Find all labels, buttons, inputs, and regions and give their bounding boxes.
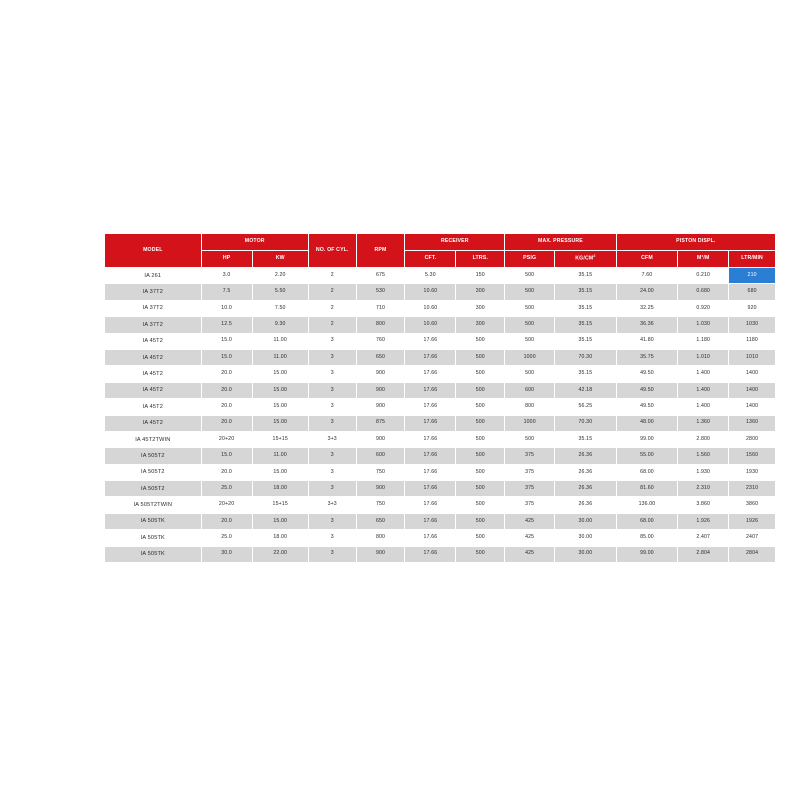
table-cell[interactable]: 0.210 [678,268,729,284]
table-row[interactable] [105,546,776,562]
table-row[interactable] [105,333,776,349]
table-cell[interactable]: 17.66 [405,382,456,398]
table-cell[interactable]: 3 [308,382,356,398]
table-cell[interactable]: 5.30 [405,268,456,284]
table-cell[interactable]: 675 [356,268,405,284]
table-cell[interactable]: 35.15 [555,366,617,382]
table-cell[interactable]: 500 [456,399,505,415]
table-cell[interactable]: 2 [308,268,356,284]
table-cell[interactable]: 500 [505,333,555,349]
table-row[interactable] [105,530,776,546]
table-cell[interactable]: 3.0 [201,268,252,284]
table-cell[interactable]: 15.00 [252,513,308,529]
table-cell[interactable]: 3860 [729,497,776,513]
table-cell[interactable]: 1180 [729,333,776,349]
table-cell[interactable]: 800 [356,530,405,546]
table-cell[interactable]: 3.860 [678,497,729,513]
table-cell[interactable]: 17.66 [405,415,456,431]
table-cell[interactable]: IA 45T2 [105,382,202,398]
table-cell[interactable]: 24.00 [616,284,678,300]
header-cft: CFT. [405,251,456,268]
table-cell[interactable]: 26.36 [555,497,617,513]
table-cell[interactable]: 500 [456,333,505,349]
table-cell[interactable]: 11.00 [252,349,308,365]
table-cell[interactable]: 15.00 [252,415,308,431]
table-cell[interactable]: 35.15 [555,317,617,333]
table-cell[interactable]: 20.0 [201,464,252,480]
table-cell[interactable]: 17.66 [405,448,456,464]
table-cell[interactable]: 2 [308,300,356,316]
table-cell[interactable]: 1.030 [678,317,729,333]
table-cell[interactable]: IA 45T2 [105,349,202,365]
table-cell[interactable]: 500 [456,464,505,480]
table-cell[interactable]: 650 [356,513,405,529]
table-cell[interactable]: 17.66 [405,366,456,382]
table-cell[interactable]: 10.60 [405,317,456,333]
table-cell[interactable]: IA 505TK [105,546,202,562]
table-cell[interactable]: 750 [356,497,405,513]
table-cell[interactable]: 32.25 [616,300,678,316]
table-row[interactable] [105,448,776,464]
specification-table [104,233,776,563]
table-cell[interactable]: 17.66 [405,513,456,529]
table-cell[interactable]: 1.360 [678,415,729,431]
table-cell[interactable]: 900 [356,382,405,398]
table-cell[interactable]: 2310 [729,481,776,497]
table-cell[interactable]: 17.66 [405,481,456,497]
table-cell[interactable]: IA 37T2 [105,300,202,316]
table-cell[interactable]: 500 [456,530,505,546]
table-cell[interactable]: 1926 [729,513,776,529]
table-cell[interactable]: 3 [308,415,356,431]
header-max-pressure: MAX. PRESSURE [505,234,616,251]
table-cell[interactable]: 500 [505,284,555,300]
table-cell[interactable]: 3 [308,464,356,480]
table-cell[interactable]: 1.926 [678,513,729,529]
table-cell[interactable]: 2804 [729,546,776,562]
table-cell[interactable]: 42.18 [555,382,617,398]
table-cell[interactable]: IA 505TK [105,530,202,546]
table-cell[interactable]: 35.75 [616,349,678,365]
table-cell[interactable]: 1400 [729,399,776,415]
table-cell-selected[interactable]: 210 [729,268,776,284]
header-m3m: M³/M [678,251,729,268]
table-cell[interactable]: 81.60 [616,481,678,497]
table-cell[interactable]: 500 [456,497,505,513]
table-cell[interactable]: 500 [456,431,505,447]
table-cell[interactable]: 875 [356,415,405,431]
table-cell[interactable]: IA 45T2 [105,415,202,431]
table-cell[interactable]: 500 [505,300,555,316]
table-row[interactable] [105,497,776,513]
header-model: MODEL [105,234,202,268]
table-cell[interactable]: 15.00 [252,366,308,382]
table-cell[interactable]: 99.00 [616,431,678,447]
table-cell[interactable]: 20.0 [201,513,252,529]
table-cell[interactable]: 30.00 [555,546,617,562]
table-cell[interactable]: 10.0 [201,300,252,316]
table-cell[interactable]: 56.25 [555,399,617,415]
table-cell[interactable]: 900 [356,366,405,382]
table-cell[interactable]: 35.15 [555,431,617,447]
table-row[interactable] [105,300,776,316]
table-row[interactable] [105,349,776,365]
table-cell[interactable]: 26.36 [555,448,617,464]
table-row[interactable] [105,382,776,398]
table-cell[interactable]: 35.15 [555,333,617,349]
table-cell[interactable]: 7.50 [252,300,308,316]
table-row[interactable] [105,431,776,447]
table-cell[interactable]: 300 [456,317,505,333]
table-cell[interactable]: 1560 [729,448,776,464]
table-cell[interactable]: 17.66 [405,399,456,415]
header-psig: PSIG [505,251,555,268]
table-cell[interactable]: 1.010 [678,349,729,365]
table-cell[interactable]: 1030 [729,317,776,333]
table-cell[interactable]: 500 [456,382,505,398]
table-cell[interactable]: 750 [356,464,405,480]
table-cell[interactable]: 15+15 [252,431,308,447]
table-cell[interactable]: 2 [308,284,356,300]
table-cell[interactable]: 25.0 [201,481,252,497]
table-header-row-groups [105,234,776,251]
table-cell[interactable]: 35.15 [555,284,617,300]
table-cell[interactable]: 760 [356,333,405,349]
table-cell[interactable]: IA 505T2TWIN [105,497,202,513]
table-cell[interactable]: 800 [356,317,405,333]
specification-table-container [104,233,776,563]
table-row[interactable] [105,415,776,431]
table-cell[interactable]: 3 [308,333,356,349]
table-cell[interactable]: 425 [505,530,555,546]
table-cell[interactable]: 3 [308,366,356,382]
table-cell[interactable]: IA 261 [105,268,202,284]
table-cell[interactable]: IA 505TK [105,513,202,529]
table-cell[interactable]: 10.60 [405,284,456,300]
table-cell[interactable]: IA 45T2 [105,399,202,415]
table-cell[interactable]: 1400 [729,366,776,382]
header-kgcm2-superscript: 2 [593,254,596,259]
table-cell[interactable]: 3 [308,481,356,497]
table-cell[interactable]: 500 [456,448,505,464]
table-cell[interactable]: 18.00 [252,530,308,546]
table-cell[interactable]: 68.00 [616,513,678,529]
table-cell[interactable]: 36.36 [616,317,678,333]
table-row[interactable] [105,268,776,284]
table-cell[interactable]: 3 [308,349,356,365]
table-cell[interactable]: 15.00 [252,382,308,398]
table-cell[interactable]: 15.00 [252,399,308,415]
table-cell[interactable]: 500 [456,366,505,382]
table-cell[interactable]: 68.00 [616,464,678,480]
table-row[interactable] [105,317,776,333]
table-cell[interactable]: 2.407 [678,530,729,546]
table-cell[interactable]: 30.00 [555,513,617,529]
table-cell[interactable]: 680 [729,284,776,300]
table-cell[interactable]: 49.50 [616,366,678,382]
table-cell[interactable]: 26.36 [555,481,617,497]
table-cell[interactable]: 1.560 [678,448,729,464]
table-cell[interactable]: 20.0 [201,366,252,382]
table-cell[interactable]: 425 [505,513,555,529]
table-cell[interactable]: 1.400 [678,366,729,382]
table-cell[interactable]: 650 [356,349,405,365]
table-cell[interactable]: 1.180 [678,333,729,349]
table-cell[interactable]: 30.00 [555,530,617,546]
table-row[interactable] [105,481,776,497]
header-ltrs: LTRS. [456,251,505,268]
table-cell[interactable]: 25.0 [201,530,252,546]
table-cell[interactable]: 26.36 [555,464,617,480]
header-motor: MOTOR [201,234,308,251]
table-cell[interactable]: 10.60 [405,300,456,316]
table-cell[interactable]: IA 45T2TWIN [105,431,202,447]
header-rpm: RPM [356,234,405,268]
table-cell[interactable]: 3 [308,448,356,464]
table-cell[interactable]: 1000 [505,349,555,365]
table-cell[interactable]: 1930 [729,464,776,480]
table-cell[interactable]: 7.5 [201,284,252,300]
table-cell[interactable]: 20.0 [201,415,252,431]
table-cell[interactable]: 7.60 [616,268,678,284]
table-cell[interactable]: IA 505T2 [105,481,202,497]
header-ltrmin: LTR/MIN [729,251,776,268]
table-cell[interactable]: 2800 [729,431,776,447]
table-cell[interactable]: 11.00 [252,448,308,464]
table-cell[interactable]: 55.00 [616,448,678,464]
table-cell[interactable]: 70.30 [555,349,617,365]
header-no-of-cyl: NO. OF CYL. [308,234,356,268]
table-cell[interactable]: 11.00 [252,333,308,349]
table-cell[interactable]: 17.66 [405,349,456,365]
table-cell[interactable]: 800 [505,399,555,415]
table-cell[interactable]: 530 [356,284,405,300]
table-cell[interactable]: 3 [308,399,356,415]
table-body [105,268,776,563]
table-row[interactable] [105,513,776,529]
table-cell[interactable]: IA 505T2 [105,448,202,464]
table-cell[interactable]: 375 [505,464,555,480]
table-cell[interactable]: 375 [505,481,555,497]
table-cell[interactable]: 1400 [729,382,776,398]
table-cell[interactable]: 500 [505,268,555,284]
table-cell[interactable]: 15.0 [201,349,252,365]
table-cell[interactable]: 1.930 [678,464,729,480]
header-hp: HP [201,251,252,268]
table-cell[interactable]: IA 37T2 [105,317,202,333]
table-cell[interactable]: 920 [729,300,776,316]
table-row[interactable] [105,464,776,480]
table-cell[interactable]: 900 [356,481,405,497]
table-cell[interactable]: IA 45T2 [105,366,202,382]
table-cell[interactable]: 15.0 [201,333,252,349]
table-cell[interactable]: 900 [356,399,405,415]
table-cell[interactable]: 2.804 [678,546,729,562]
table-cell[interactable]: 600 [356,448,405,464]
table-cell[interactable]: 35.15 [555,300,617,316]
table-cell[interactable]: 3+3 [308,431,356,447]
table-cell[interactable]: 900 [356,546,405,562]
table-cell[interactable]: 500 [456,513,505,529]
table-cell[interactable]: 1.400 [678,382,729,398]
table-cell[interactable]: 48.00 [616,415,678,431]
table-cell[interactable]: 17.66 [405,546,456,562]
table-cell[interactable]: 99.00 [616,546,678,562]
table-row[interactable] [105,366,776,382]
table-cell[interactable]: 22.00 [252,546,308,562]
table-cell[interactable]: 500 [456,415,505,431]
table-cell[interactable]: 1000 [505,415,555,431]
table-cell[interactable]: 2 [308,317,356,333]
table-cell[interactable]: 500 [505,366,555,382]
table-cell[interactable]: IA 45T2 [105,333,202,349]
header-piston-displ: PISTON DISPL. [616,234,775,251]
table-cell[interactable]: 900 [356,431,405,447]
table-cell[interactable]: 20.0 [201,399,252,415]
table-cell[interactable]: 18.00 [252,481,308,497]
table-cell[interactable]: 2.20 [252,268,308,284]
header-receiver: RECEIVER [405,234,505,251]
table-cell[interactable]: 710 [356,300,405,316]
table-cell[interactable]: 3 [308,530,356,546]
table-row[interactable] [105,399,776,415]
table-cell[interactable]: 2.310 [678,481,729,497]
table-cell[interactable]: 600 [505,382,555,398]
table-cell[interactable]: 500 [456,546,505,562]
table-cell[interactable]: 0.680 [678,284,729,300]
table-cell[interactable]: 15+15 [252,497,308,513]
table-cell[interactable]: 9.30 [252,317,308,333]
table-cell[interactable]: 500 [505,317,555,333]
table-cell[interactable]: 1360 [729,415,776,431]
table-cell[interactable]: 5.50 [252,284,308,300]
table-cell[interactable]: 150 [456,268,505,284]
table-cell[interactable]: 500 [505,431,555,447]
header-cfm: CFM [616,251,678,268]
table-cell[interactable]: 17.66 [405,464,456,480]
table-cell[interactable]: 3 [308,513,356,529]
table-cell[interactable]: 17.66 [405,497,456,513]
table-cell[interactable]: 70.30 [555,415,617,431]
table-cell[interactable]: 85.00 [616,530,678,546]
table-cell[interactable]: 0.920 [678,300,729,316]
table-cell[interactable]: 20.0 [201,382,252,398]
table-row[interactable] [105,284,776,300]
table-header-row-sub [105,251,776,268]
table-cell[interactable]: 49.50 [616,399,678,415]
table-cell[interactable]: 17.66 [405,431,456,447]
table-cell[interactable]: 1010 [729,349,776,365]
table-cell[interactable]: 375 [505,448,555,464]
table-cell[interactable]: 300 [456,300,505,316]
table-cell[interactable]: 12.5 [201,317,252,333]
header-kgcm2-text: KG/CM [575,256,594,262]
table-cell[interactable]: 30.0 [201,546,252,562]
table-cell[interactable]: 20+20 [201,431,252,447]
table-cell[interactable]: 20+20 [201,497,252,513]
table-cell[interactable]: 49.50 [616,382,678,398]
table-cell[interactable]: 2407 [729,530,776,546]
table-cell[interactable]: 41.80 [616,333,678,349]
table-cell[interactable]: 2.800 [678,431,729,447]
table-cell[interactable]: 17.66 [405,530,456,546]
table-cell[interactable]: 375 [505,497,555,513]
table-cell[interactable]: 500 [456,349,505,365]
table-cell[interactable]: 425 [505,546,555,562]
table-cell[interactable]: 500 [456,481,505,497]
table-cell[interactable]: 15.0 [201,448,252,464]
table-cell[interactable]: 1.400 [678,399,729,415]
table-cell[interactable]: 300 [456,284,505,300]
table-cell[interactable]: IA 505T2 [105,464,202,480]
table-cell[interactable]: 15.00 [252,464,308,480]
table-cell[interactable]: 35.15 [555,268,617,284]
table-header [105,234,776,268]
table-cell[interactable]: 136.00 [616,497,678,513]
table-cell[interactable]: 3+3 [308,497,356,513]
table-cell[interactable]: IA 37T2 [105,284,202,300]
table-cell[interactable]: 3 [308,546,356,562]
header-kgcm2 [555,251,617,268]
header-kw: KW [252,251,308,268]
table-cell[interactable]: 17.66 [405,333,456,349]
